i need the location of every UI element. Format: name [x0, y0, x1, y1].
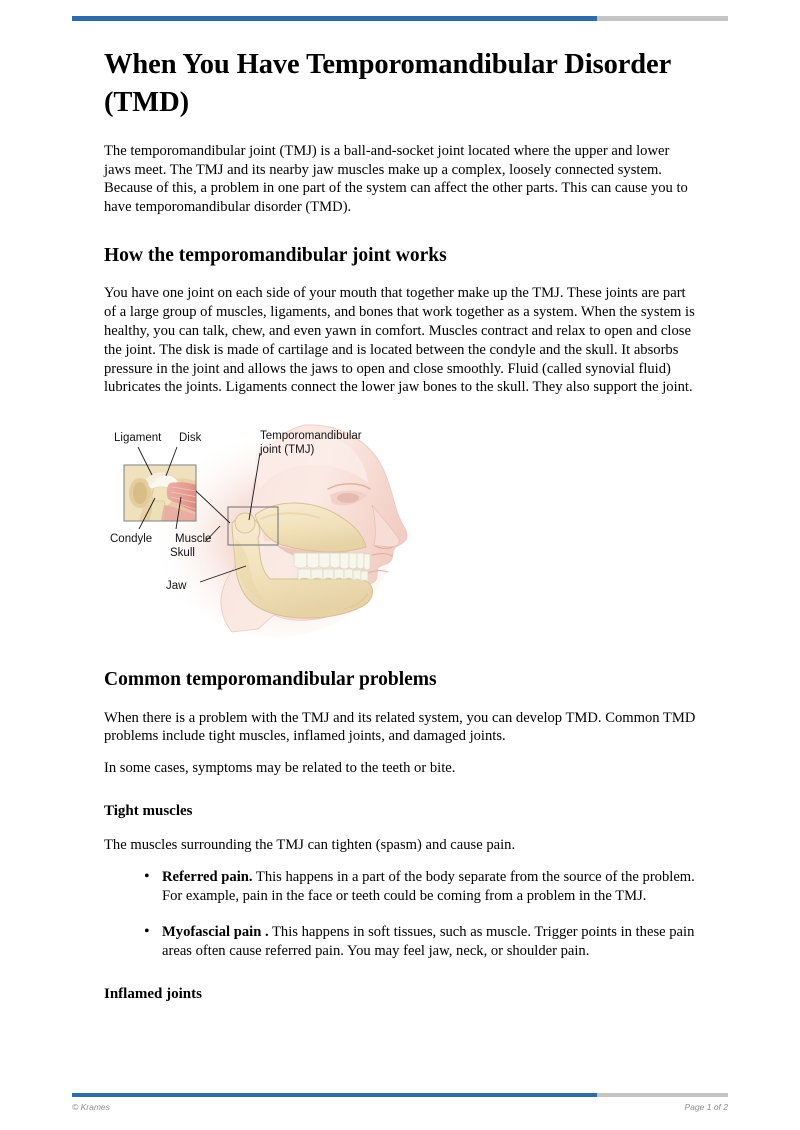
figure-label-jaw: Jaw — [166, 580, 187, 593]
document-content — [104, 46, 696, 1018]
how-it-works-paragraph: You have one joint on each side of your mouth that together make up the TMJ. These joints are part of a large group of muscles, ligaments, and bones that work together as a system. When the system is healthy, you can talk, chew, and even yawn in comfort. Muscles contract and relax to open and close the joint. The disk is made of cartilage and is located between the condyle and the skull. It absorbs pressure in the joint and allows the jaws to open and close smoothly. Fluid (called synovial fluid) lubricates the joints. Ligaments connect the lower jaw bones to the skull. They also support the joint. — [104, 285, 695, 396]
section-heading-how-it-works: How the temporomandibular joint works — [104, 245, 447, 267]
footer-copyright: © Krames — [72, 1102, 110, 1112]
tight-muscles-bullet-list — [104, 868, 696, 960]
intro-paragraph: The temporomandibular joint (TMJ) is a ball-and-socket joint located where the upper and lower jaws meet. The TMJ and its nearby jaw muscles make up a complex, loosely connected system. Because of this, a problem in one part of the system can affect the other parts. This can cause you to have temporomandibular disorder (TMD). — [104, 142, 688, 216]
bullet-text: This happens in a part of the body separate from the source of the problem. For example, pain in the face or teeth could be coming from a problem in the TMJ. — [162, 869, 695, 905]
figure-label-muscle: Muscle — [175, 533, 212, 546]
bullet-text: This happens in soft tissues, such as muscle. Trigger points in these pain areas often cause referred pain. You may feel jaw, neck, or shoulder pain. — [162, 923, 695, 959]
bullet-term: Myofascial pain . — [162, 923, 269, 940]
subsection-heading-tight-muscles: Tight muscles — [104, 803, 193, 820]
bullet-term: Referred pain. — [162, 869, 253, 886]
condyle-knob — [235, 513, 255, 533]
subsection-heading-inflamed-joints: Inflamed joints — [104, 985, 202, 1002]
figure-label-tmj-line1: Temporomandibular — [260, 430, 362, 443]
common-problems-paragraph-1: When there is a problem with the TMJ and its related system, you can develop TMD. Common TMD problems include tight muscles, inflamed joints, and damaged joints. — [104, 709, 696, 745]
list-item — [144, 923, 696, 961]
list-item — [144, 868, 696, 906]
figure-label-ligament: Ligament — [114, 432, 162, 445]
header-rule — [72, 16, 728, 21]
figure-label-skull: Skull — [170, 547, 195, 560]
common-problems-paragraph-2: In some cases, symptoms may be related to the teeth or bite. — [104, 760, 456, 777]
page-title: When You Have Temporomandibular Disorder (TMD) — [104, 49, 671, 118]
footer-rule-blue-segment — [72, 1093, 597, 1097]
joint-inset — [118, 465, 204, 525]
footer-rule — [72, 1093, 728, 1097]
figure-label-tmj-line2: joint (TMJ) — [260, 444, 315, 457]
tight-muscles-paragraph: The muscles surrounding the TMJ can tighten (spasm) and cause pain. — [104, 836, 516, 853]
page-footer — [72, 1102, 728, 1112]
footer-page-number: Page 1 of 2 — [684, 1102, 728, 1112]
figure-label-condyle: Condyle — [110, 533, 153, 546]
header-rule-blue-segment — [72, 16, 597, 21]
footer-rule-gray-segment — [597, 1093, 728, 1097]
tmj-anatomy-figure — [108, 419, 418, 641]
figure-label-disk: Disk — [179, 432, 202, 445]
header-rule-gray-segment — [597, 16, 728, 21]
section-heading-common-problems: Common temporomandibular problems — [104, 669, 437, 691]
